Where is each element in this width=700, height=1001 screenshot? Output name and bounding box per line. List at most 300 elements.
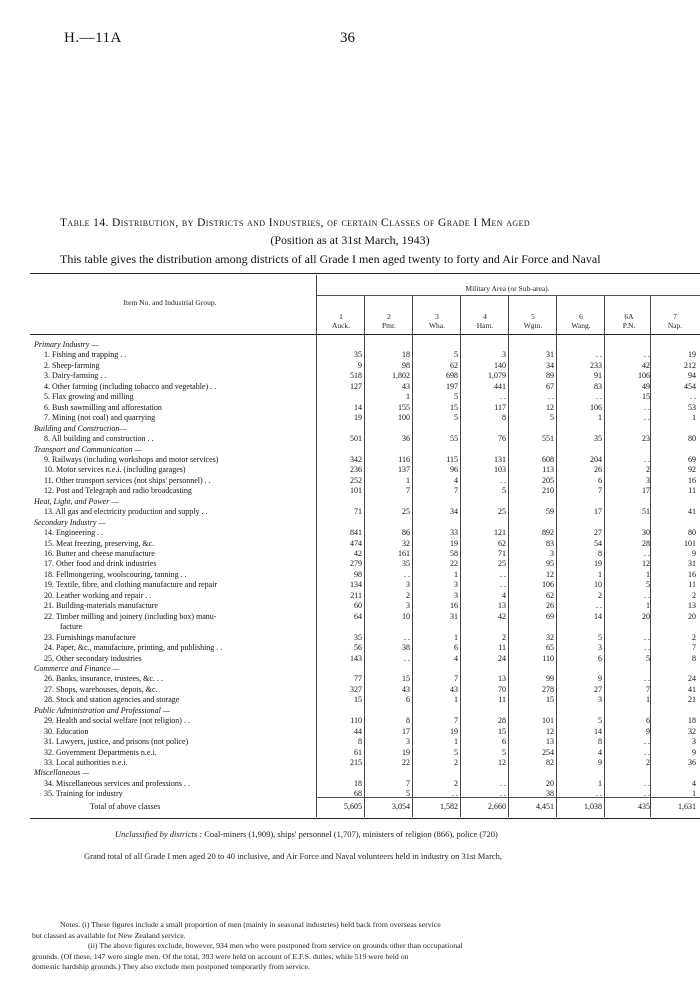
cell-value: 205	[542, 475, 554, 485]
cell-value: 19	[688, 350, 696, 360]
cell-value: 12	[546, 569, 554, 579]
cell-value: 7	[598, 486, 602, 496]
cell-value: 215	[350, 758, 362, 767]
cell-value: . .	[500, 569, 506, 579]
table-row	[30, 434, 700, 444]
cell-value: 121	[494, 528, 506, 538]
column-number: 6A	[624, 312, 634, 321]
cell-value: 116	[398, 454, 410, 464]
row-label: 1. Fishing and trapping . .	[44, 350, 127, 360]
cell-value: 841	[350, 528, 362, 538]
table-row	[30, 392, 700, 402]
cell-value: 5	[454, 350, 458, 360]
row-label: 19. Textile, fibre, and clothing manufacture and repair	[44, 580, 218, 590]
cell-value: 6	[598, 475, 602, 485]
total-value: 435	[638, 802, 650, 811]
row-label: 27. Shops, warehouses, depots, &c.	[44, 684, 158, 694]
cell-value: 32	[402, 538, 410, 548]
cell-value: 77	[354, 674, 362, 684]
cell-value: 70	[498, 684, 506, 694]
cell-value: 65	[546, 643, 554, 653]
cell-value: . .	[404, 653, 410, 663]
cell-value: 9	[358, 360, 362, 370]
cell-value: 36	[688, 758, 696, 767]
cell-value: . .	[644, 632, 650, 642]
cell-value: 143	[350, 653, 362, 663]
column-name: Ham.	[476, 321, 494, 330]
cell-value: 8	[598, 737, 602, 747]
cell-value: 551	[542, 434, 554, 444]
cell-value: 1	[598, 413, 602, 423]
cell-value: 3	[598, 643, 602, 653]
cell-value: 101	[542, 716, 554, 726]
cell-value: 1	[598, 778, 602, 788]
cell-value: 91	[594, 371, 602, 381]
section-heading-row	[30, 768, 700, 778]
table-row	[30, 622, 700, 632]
cell-value: . .	[500, 392, 506, 402]
table-row	[30, 758, 700, 768]
row-label: 28. Stock and station agencies and storage	[44, 695, 180, 705]
cell-value: 44	[354, 726, 362, 736]
cell-value: 7	[406, 778, 410, 788]
total-value: 5,605	[344, 802, 362, 811]
total-value: 1,631	[678, 802, 696, 811]
cell-value: 3	[550, 549, 554, 558]
cell-value: 31	[688, 559, 696, 569]
table-row	[30, 361, 700, 371]
table-row	[30, 559, 700, 569]
cell-value: 15	[450, 402, 458, 412]
stub-header: Item No. and Industrial Group.	[123, 298, 217, 307]
cell-value: 19	[354, 413, 362, 423]
cell-value: 95	[546, 559, 554, 569]
cell-value: 892	[542, 528, 554, 538]
cell-value: 26	[594, 465, 602, 475]
cell-value: 3	[502, 350, 506, 360]
cell-value: 31	[546, 350, 554, 360]
cell-value: 140	[494, 360, 506, 370]
cell-value: 2	[646, 465, 650, 475]
cell-value: 43	[450, 684, 458, 694]
table-row	[30, 779, 700, 789]
cell-value: 212	[684, 360, 696, 370]
cell-value: 501	[350, 434, 362, 444]
cell-value: 27	[594, 684, 602, 694]
section-heading-row	[30, 445, 700, 455]
cell-value: 58	[450, 549, 458, 558]
table-row	[30, 633, 700, 643]
cell-value: 161	[398, 549, 410, 558]
page-header-left: H.—11A	[64, 30, 122, 46]
cell-value: 698	[446, 371, 458, 381]
cell-value: 42	[354, 549, 362, 558]
cell-value: 5	[454, 413, 458, 423]
cell-value: . .	[596, 789, 602, 799]
cell-value: 5	[598, 716, 602, 726]
cell-value: 5	[502, 486, 506, 496]
table-subtitle: (Position as at 31st March, 1943)	[270, 233, 430, 247]
table-row	[30, 716, 700, 726]
cell-value: . .	[644, 737, 650, 747]
cell-value: . .	[500, 475, 506, 485]
cell-value: 17	[402, 726, 410, 736]
cell-value: 11	[688, 486, 696, 496]
cell-value: 43	[402, 381, 410, 391]
cell-value: . .	[644, 549, 650, 558]
table-row	[30, 695, 700, 705]
note-2c: domestic hardship grounds.) They also exclude men postponed temporarily from service.	[32, 962, 310, 971]
row-label: 24. Paper, &c., manufacture, printing, and publishing . .	[44, 643, 223, 653]
cell-value: 8	[358, 737, 362, 747]
cell-value: 98	[354, 569, 362, 579]
cell-value: 22	[402, 758, 410, 767]
table-intro: This table gives the distribution among districts of all Grade I men aged twenty to forty and Air Force and Naval	[60, 252, 601, 266]
cell-value: 17	[642, 486, 650, 496]
cell-value: 54	[594, 538, 602, 548]
cell-value: 9	[692, 549, 696, 558]
cell-value: 4	[692, 778, 696, 788]
row-label: 31. Lawyers, justice, and prisons (not police)	[44, 737, 189, 747]
cell-value: 98	[402, 360, 410, 370]
section-label: Commerce and Finance —	[34, 663, 120, 673]
column-number: 4	[483, 312, 487, 321]
cell-value: 71	[354, 507, 362, 517]
cell-value: 5	[454, 392, 458, 402]
table-row	[30, 455, 700, 465]
cell-value: 278	[542, 684, 554, 694]
cell-value: 94	[688, 371, 696, 381]
cell-value: 454	[684, 381, 696, 391]
row-label: 21. Building-materials manufacture	[44, 601, 158, 611]
table-title: Table 14. Distribution, by Districts and Industries, of certain Classes of Grade I Men aged	[60, 217, 531, 229]
column-name: Wha.	[428, 321, 446, 330]
cell-value: 2	[454, 778, 458, 788]
cell-value: 7	[692, 643, 696, 653]
cell-value: 38	[402, 643, 410, 653]
cell-value: 69	[546, 611, 554, 621]
cell-value: 16	[450, 601, 458, 611]
cell-value: 15	[546, 695, 554, 705]
cell-value: 1	[406, 392, 410, 402]
cell-value: 64	[354, 611, 362, 621]
cell-value: 1	[646, 569, 650, 579]
row-label: 2. Sheep-farming	[44, 360, 100, 370]
cell-value: 115	[446, 454, 458, 464]
cell-value: 18	[688, 716, 696, 726]
cell-value: 5	[406, 789, 410, 799]
table-row	[30, 539, 700, 549]
section-heading-row	[30, 340, 700, 350]
cell-value: 1	[646, 601, 650, 611]
rule-header-bottom	[30, 334, 700, 335]
table-row	[30, 371, 700, 381]
total-value: 1,582	[440, 802, 458, 811]
column-name: P.N.	[622, 321, 636, 330]
row-label: 13. All gas and electricity production and supply . .	[44, 507, 208, 517]
section-label: Public Administration and Professional —	[34, 705, 171, 715]
cell-value: 6	[502, 737, 506, 747]
table-row	[30, 528, 700, 538]
cell-value: 155	[398, 402, 410, 412]
cell-value: 113	[542, 465, 554, 475]
cell-value: 197	[446, 381, 458, 391]
cell-value: 7	[406, 486, 410, 496]
cell-value: . .	[644, 454, 650, 464]
section-heading-row	[30, 664, 700, 674]
section-label: Primary Industry —	[34, 340, 99, 349]
row-label: 34. Miscellaneous services and professions . .	[44, 778, 190, 788]
cell-value: 13	[688, 601, 696, 611]
row-label: 10. Motor services n.e.i. (including garages)	[44, 465, 186, 475]
cell-value: 5	[598, 632, 602, 642]
cell-value: 2	[692, 590, 696, 600]
cell-value: 53	[688, 402, 696, 412]
column-number: 7	[673, 312, 677, 321]
column-header-4	[462, 312, 508, 330]
cell-value: 7	[646, 684, 650, 694]
section-label: Transport and Communication —	[34, 444, 142, 454]
cell-value: 10	[594, 580, 602, 590]
cell-value: 25	[498, 507, 506, 517]
cell-value: . .	[644, 778, 650, 788]
cell-value: 8	[406, 716, 410, 726]
column-header-7	[606, 312, 652, 330]
cell-value: 15	[642, 392, 650, 402]
row-label: 23. Furnishings manufacture	[44, 632, 136, 642]
cell-value: 3	[406, 601, 410, 611]
cell-value: 2	[406, 590, 410, 600]
cell-value: 12	[498, 758, 506, 767]
row-label: 17. Other food and drink industries	[44, 559, 157, 569]
cell-value: 1	[692, 413, 696, 423]
row-label: 14. Engineering . .	[44, 528, 104, 538]
cell-value: 33	[450, 528, 458, 538]
area-header: Military Area (or Sub-area).	[465, 284, 550, 293]
cell-value: 5	[646, 580, 650, 590]
cell-value: 1,802	[392, 371, 410, 381]
row-label: 20. Leather working and repair . .	[44, 590, 152, 600]
cell-value: 19	[594, 559, 602, 569]
cell-value: 12	[546, 402, 554, 412]
column-number: 3	[435, 312, 439, 321]
cell-value: . .	[404, 632, 410, 642]
cell-value: 5	[550, 413, 554, 423]
cell-value: 56	[354, 643, 362, 653]
section-heading-row	[30, 518, 700, 528]
cell-value: 32	[688, 726, 696, 736]
cell-value: 608	[542, 454, 554, 464]
row-label: 16. Butter and cheese manufacture	[44, 549, 155, 558]
cell-value: 518	[350, 371, 362, 381]
cell-value: 3	[646, 475, 650, 485]
cell-value: 15	[354, 695, 362, 705]
note-2: (ii) The above figures exclude, however, 934 men who were postponed from service on grounds other than occupational	[88, 941, 463, 950]
cell-value: 110	[350, 716, 362, 726]
note-2b: grounds. (Of these, 147 were single men. Of the total, 393 were held on account of E.F.S. duties, while 519 were held on	[32, 951, 409, 961]
cell-value: 19	[450, 726, 458, 736]
table-row	[30, 612, 700, 622]
cell-value: 100	[398, 413, 410, 423]
row-label: 3. Dairy-farming . .	[44, 371, 107, 381]
cell-value: 13	[498, 674, 506, 684]
cell-value: 1	[692, 789, 696, 799]
column-name: Pmr.	[382, 321, 396, 330]
cell-value: 83	[594, 381, 602, 391]
cell-value: 134	[350, 580, 362, 590]
cell-value: 11	[498, 695, 506, 705]
cell-value: 62	[450, 360, 458, 370]
cell-value: 131	[494, 454, 506, 464]
row-label: 15. Meat freezing, preserving, &c.	[44, 538, 155, 548]
cell-value: 2	[692, 632, 696, 642]
note-1b: but classed as available for New Zealand service.	[32, 930, 186, 940]
column-name: Auck.	[331, 321, 351, 330]
cell-value: 68	[354, 789, 362, 799]
row-label: 32. Government Departments n.e.i.	[44, 747, 157, 757]
cell-value: . .	[644, 350, 650, 360]
row-label: 33. Local authorities n.e.i.	[44, 758, 128, 767]
cell-value: 14	[354, 402, 362, 412]
cell-value: 1	[598, 569, 602, 579]
cell-value: 4	[598, 747, 602, 757]
cell-value: 327	[350, 684, 362, 694]
table-row	[30, 507, 700, 517]
cell-value: 13	[546, 737, 554, 747]
cell-value: 59	[546, 507, 554, 517]
cell-value: 6	[406, 695, 410, 705]
cell-value: 19	[450, 538, 458, 548]
section-heading-row	[30, 706, 700, 716]
cell-value: 96	[450, 465, 458, 475]
cell-value: 80	[688, 434, 696, 444]
cell-value: 10	[402, 611, 410, 621]
cell-value: 137	[398, 465, 410, 475]
cell-value: 1	[646, 695, 650, 705]
cell-value: 210	[542, 486, 554, 496]
row-label: facture	[60, 622, 83, 632]
cell-value: 15	[402, 674, 410, 684]
column-header-5	[510, 312, 556, 330]
cell-value: 62	[498, 538, 506, 548]
cell-value: 1	[454, 737, 458, 747]
row-label: 4. Other farming (including tobacco and vegetable) . .	[44, 381, 217, 391]
notes	[32, 920, 692, 973]
cell-value: 25	[402, 507, 410, 517]
section-label: Building and Construction—	[34, 423, 127, 433]
cell-value: 106	[590, 402, 602, 412]
cell-value: 34	[450, 507, 458, 517]
cell-value: . .	[500, 789, 506, 799]
cell-value: . .	[404, 569, 410, 579]
row-label: 30. Education	[44, 726, 89, 736]
cell-value: 32	[546, 632, 554, 642]
cell-value: 7	[454, 674, 458, 684]
total-value: 4,451	[536, 802, 554, 811]
table-row	[30, 570, 700, 580]
cell-value: 71	[498, 549, 506, 558]
table-row	[30, 486, 700, 496]
cell-value: . .	[690, 392, 696, 402]
cell-value: 11	[498, 643, 506, 653]
cell-value: 103	[494, 465, 506, 475]
row-label: 7. Mining (not coal) and quarrying	[44, 413, 156, 423]
total-value: 2,660	[488, 802, 506, 811]
cell-value: . .	[644, 747, 650, 757]
cell-value: 1	[454, 632, 458, 642]
cell-value: 3	[454, 580, 458, 590]
row-label: 26. Banks, insurance, trustees, &c. . .	[44, 674, 163, 684]
cell-value: 254	[542, 747, 554, 757]
cell-value: 9	[598, 758, 602, 767]
row-label: 18. Fellmongering, woolscouring, tanning . .	[44, 569, 187, 579]
column-number: 6	[579, 312, 583, 321]
column-header-8	[652, 312, 698, 330]
cell-value: 35	[594, 434, 602, 444]
cell-value: 117	[494, 402, 506, 412]
cell-value: 25	[498, 559, 506, 569]
cell-value: 38	[546, 789, 554, 799]
cell-value: 89	[546, 371, 554, 381]
row-label: 25. Other secondary industries	[44, 653, 142, 663]
section-heading-row	[30, 424, 700, 434]
cell-value: . .	[644, 643, 650, 653]
cell-value: 2	[646, 758, 650, 767]
cell-value: 6	[646, 716, 650, 726]
column-number: 1	[339, 312, 343, 321]
cell-value: 12	[642, 559, 650, 569]
row-label: 29. Health and social welfare (not religion) . .	[44, 716, 190, 726]
cell-value: . .	[500, 580, 506, 590]
row-label: 5. Flax growing and milling	[44, 392, 134, 402]
cell-value: 7	[454, 716, 458, 726]
cell-value: 3	[406, 580, 410, 590]
row-label: 12. Post and Telegraph and radio broadcasting	[44, 486, 192, 496]
cell-value: 27	[594, 528, 602, 538]
cell-value: 21	[688, 695, 696, 705]
column-header-1	[318, 312, 364, 330]
table-row	[30, 591, 700, 601]
row-label: 9. Railways (including workshops and motor services)	[44, 454, 219, 464]
cell-value: 279	[350, 559, 362, 569]
column-header-3	[414, 312, 460, 330]
table-row	[30, 382, 700, 392]
cell-value: 35	[402, 559, 410, 569]
cell-value: 31	[450, 611, 458, 621]
column-number: 2	[387, 312, 391, 321]
cell-value: 55	[450, 434, 458, 444]
cell-value: 8	[502, 413, 506, 423]
cell-value: 35	[354, 350, 362, 360]
cell-value: 5	[502, 747, 506, 757]
cell-value: 5	[454, 747, 458, 757]
total-label: Total of above classes	[90, 802, 161, 811]
cell-value: 9	[692, 747, 696, 757]
cell-value: . .	[644, 789, 650, 799]
column-header-6	[558, 312, 604, 330]
cell-value: . .	[500, 778, 506, 788]
cell-value: 42	[642, 360, 650, 370]
total-value: 3,054	[392, 802, 410, 811]
rule-bottom	[30, 818, 700, 819]
cell-value: 101	[350, 486, 362, 496]
cell-value: . .	[644, 590, 650, 600]
cell-value: 2	[454, 758, 458, 767]
cell-value: 14	[594, 611, 602, 621]
cell-value: 6	[598, 653, 602, 663]
cell-value: 204	[590, 454, 602, 464]
cell-value: 20	[688, 611, 696, 621]
